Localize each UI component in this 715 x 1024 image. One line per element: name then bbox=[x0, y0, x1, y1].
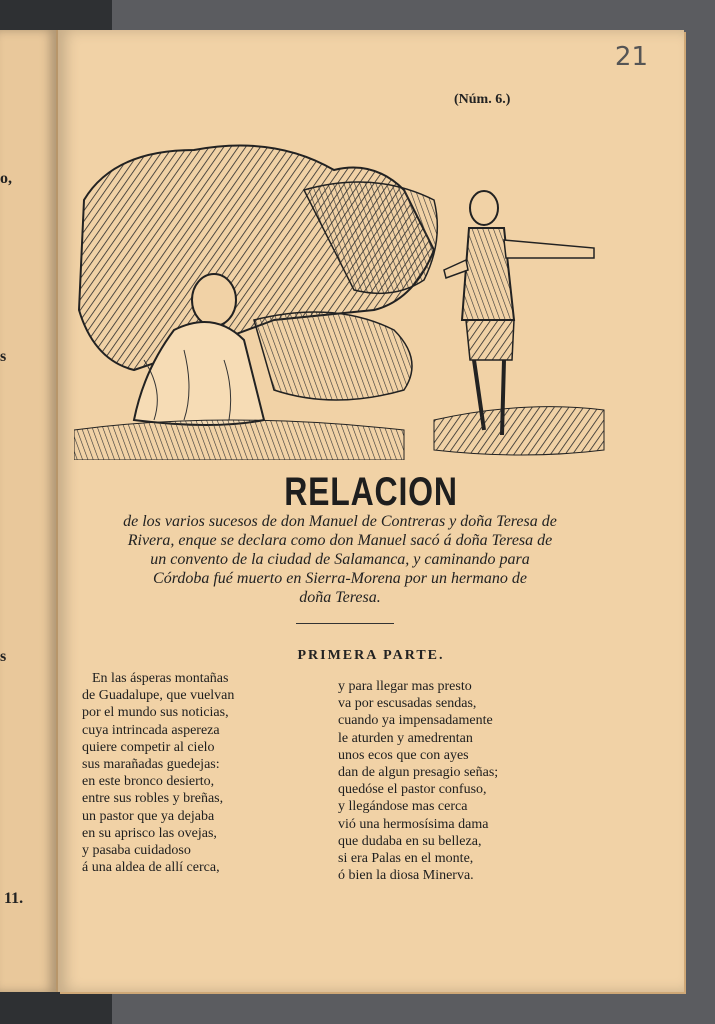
verse-line: En las ásperas montañas bbox=[92, 671, 229, 686]
left-margin-mark: 11. bbox=[4, 890, 24, 907]
verse-line: cuya intrincada aspereza bbox=[82, 722, 220, 738]
engraving-illustration-icon bbox=[74, 130, 610, 460]
verse-line: á una aldea de allí cerca, bbox=[82, 860, 220, 876]
subtitle-line: de los varios sucesos de don Manuel de Contreras y doña Teresa de bbox=[123, 513, 557, 530]
verse-line: ó bien la diosa Minerva. bbox=[338, 868, 474, 884]
left-margin-mark: s bbox=[0, 648, 7, 665]
left-page bbox=[0, 30, 58, 992]
subtitle-line: Córdoba fué muerto en Sierra-Morena por un hermano de bbox=[153, 570, 527, 587]
verse-line: en este bronco desierto, bbox=[82, 774, 215, 790]
verse-line: cuando ya impensadamente bbox=[338, 713, 493, 729]
part-heading: PRIMERA PARTE. bbox=[297, 648, 445, 663]
divider-rule bbox=[296, 623, 394, 624]
verse-column-right bbox=[338, 678, 498, 884]
document-page bbox=[58, 30, 684, 992]
verse-line: y pasaba cuidadoso bbox=[82, 843, 191, 859]
verse-line: va por escusadas sendas, bbox=[338, 696, 477, 712]
left-margin-mark: o, bbox=[0, 170, 12, 187]
subtitle-line: un convento de la ciudad de Salamanca, y caminando para bbox=[150, 551, 530, 568]
verse-line: que dudaba en su belleza, bbox=[338, 833, 482, 849]
document-subtitle bbox=[80, 512, 600, 607]
handwritten-page-number: 21 bbox=[614, 42, 648, 72]
verse-column-left bbox=[82, 670, 234, 876]
verse-line: vió una hermosísima dama bbox=[338, 816, 489, 832]
subtitle-line: Rivera, enque se declara como don Manuel sacó á doña Teresa de bbox=[127, 532, 553, 549]
verse-line: un pastor que ya dejaba bbox=[82, 808, 215, 824]
verse-line: de Guadalupe, que vuelvan bbox=[82, 688, 235, 704]
verse-line: dan de algun presagio señas; bbox=[338, 765, 499, 781]
verse-line: quiere competir al cielo bbox=[82, 739, 215, 755]
verse-line: entre sus robles y breñas, bbox=[82, 791, 224, 807]
subtitle-line: doña Teresa. bbox=[299, 589, 381, 606]
document-title: RELACION bbox=[284, 470, 458, 514]
verse-line: si era Palas en el monte, bbox=[338, 851, 474, 867]
verse-line: y para llegar mas presto bbox=[338, 679, 472, 694]
verse-line: le aturden y amedrentan bbox=[338, 730, 473, 746]
verse-line: y llegándose mas cerca bbox=[338, 799, 468, 815]
verse-line: quedóse el pastor confuso, bbox=[338, 782, 487, 798]
issue-number-label: (Núm. 6.) bbox=[454, 92, 511, 107]
verse-line: en su aprisco las ovejas, bbox=[82, 825, 217, 841]
verse-line: por el mundo sus noticias, bbox=[82, 705, 229, 721]
verse-line: sus marañadas guedejas: bbox=[82, 757, 220, 773]
verse-line: unos ecos que con ayes bbox=[338, 747, 469, 763]
left-margin-mark: s bbox=[0, 348, 7, 365]
